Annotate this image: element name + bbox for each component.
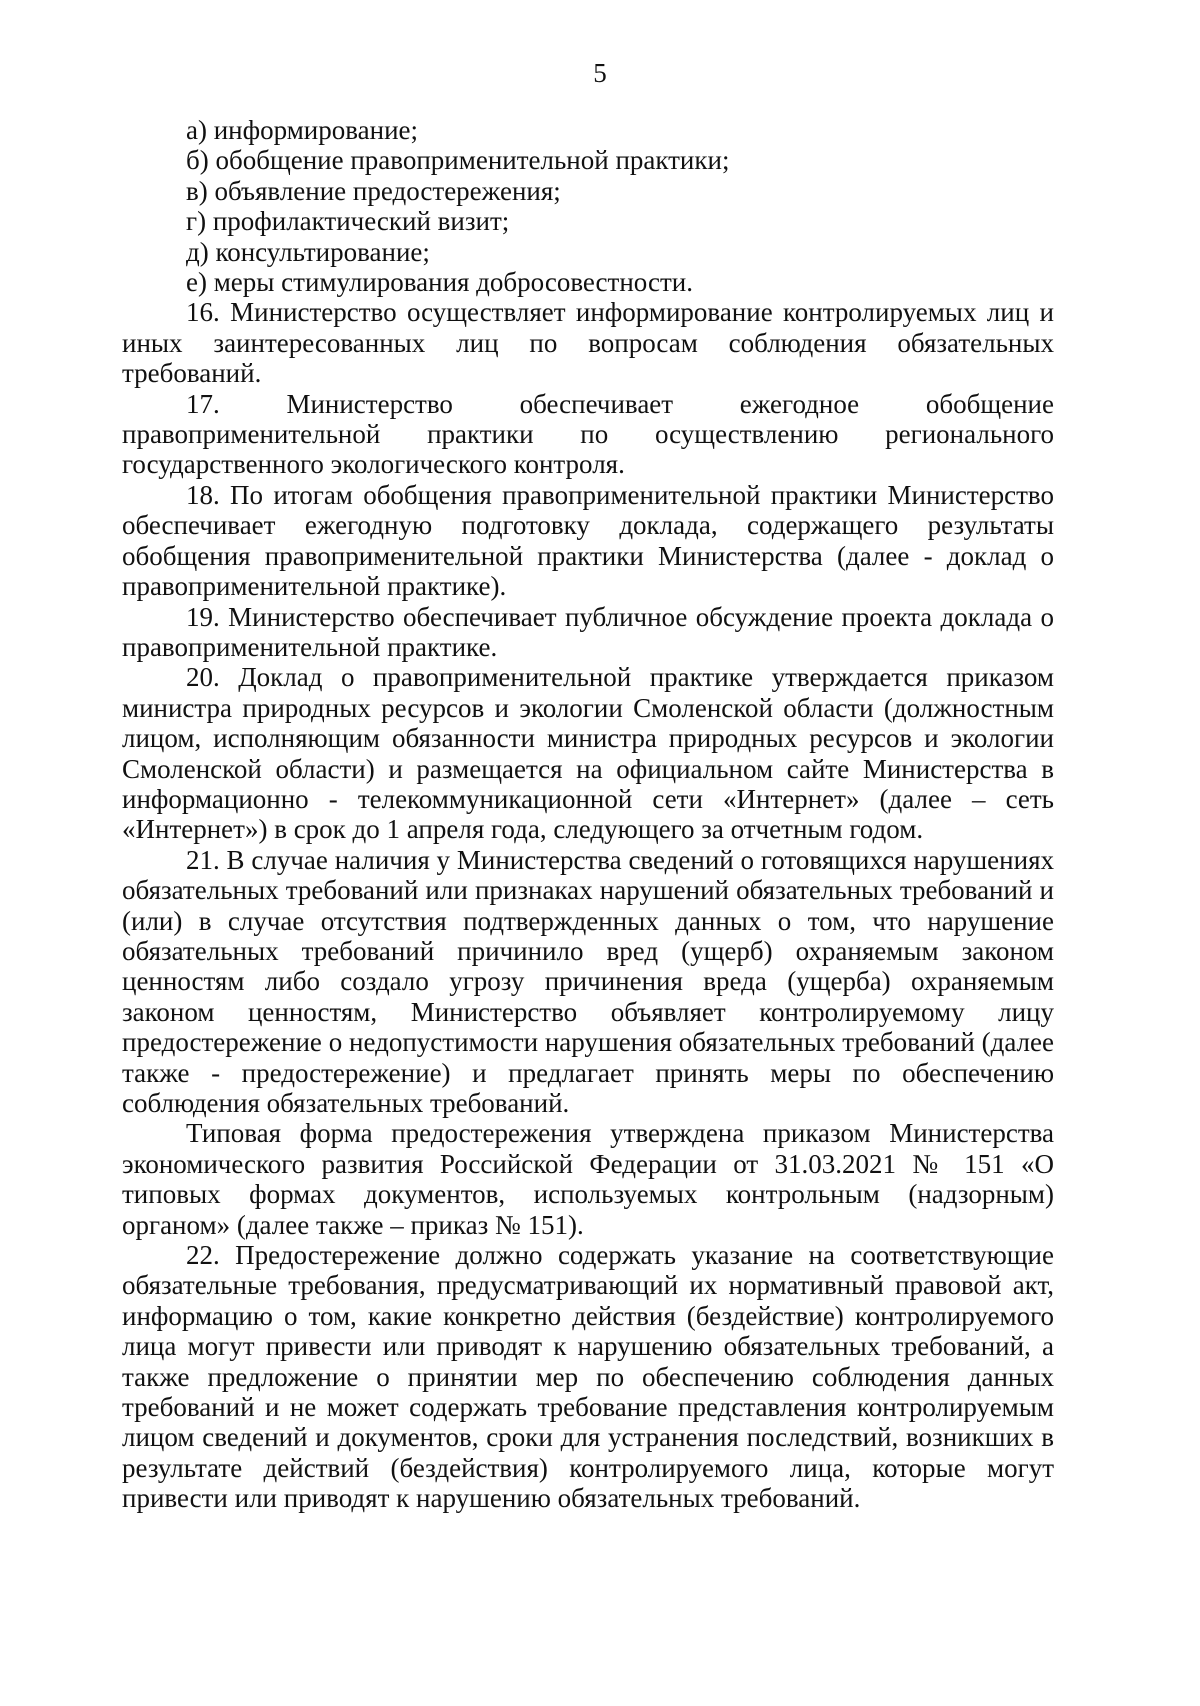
list-item: в) объявление предостережения;: [186, 175, 561, 206]
paragraph-21: 21. В случае наличия у Министерства сведений о готовящихся нарушениях обязательных требований или признаках нарушений обязательных требований и (или) в случае отсутствия подтвержденных данных о том, что нарушение обязательных требований причинило вред (ущерб) охраняемым законом ценностям либо создало угрозу причинения вреда (ущерба) охраняемым законом ценностям, Министерство объявляет контролируемому лицу предостережение о недопустимости нарушения обязательных требований (далее также - предостережение) и предлагает принять меры по обеспечению соблюдения обязательных требований.: [122, 844, 1054, 1118]
paragraph-19: 19. Министерство обеспечивает публичное обсуждение проекта доклада о правоприменительной практике.: [122, 601, 1054, 662]
paragraph-16: 16. Министерство осуществляет информирование контролируемых лиц и иных заинтересованных лиц по вопросам соблюдения обязательных требований.: [122, 297, 1054, 389]
paragraph-21-typical-form: Типовая форма предостережения утверждена приказом Министерства экономического развития Российской Федерации от 31.03.2021 № 151 «О типовых формах документов, используемых контрольным (надзорным) органом» (далее также – приказ № 151).: [122, 1118, 1054, 1240]
document-body: [122, 115, 1054, 1514]
list-item: д) консультирование;: [186, 236, 430, 267]
paragraph-17: 17. Министерство обеспечивает ежегодное обобщение правоприменительной практики по осуществлению регионального государственного экологического контроля.: [122, 388, 1054, 480]
list-item: г) профилактический визит;: [186, 206, 510, 237]
list-item: б) обобщение правоприменительной практики;: [186, 145, 730, 176]
list-item: а) информирование;: [186, 115, 419, 145]
paragraph-18: 18. По итогам обобщения правоприменительной практики Министерство обеспечивает ежегодную подготовку доклада, содержащего результаты обобщения правоприменительной практики Министерства (далее - доклад о правоприменительной практике).: [122, 479, 1054, 602]
paragraph-20: 20. Доклад о правоприменительной практике утверждается приказом министра природных ресурсов и экологии Смоленской области (должностным лицом, исполняющим обязанности министра природных ресурсов и экологии Смоленской области) и размещается на официальном сайте Министерства в информационно - телекоммуникационной сети «Интернет» (далее – сеть «Интернет») в срок до 1 апреля года, следующего за отчетным годом.: [122, 662, 1054, 845]
list-item: е) меры стимулирования добросовестности.: [186, 267, 693, 298]
paragraph-22: 22. Предостережение должно содержать указание на соответствующие обязательные требования, предусматривающий их нормативный правовой акт, информацию о том, какие конкретно действия (бездействие) контролируемого лица могут привести или приводят к нарушению обязательных требований, а также предложение о принятии мер по обеспечению соблюдения данных требований и не может содержать требование представления контролируемым лицом сведений и документов, сроки для устранения последствий, возникших в результате действий (бездействия) контролируемого лица, которые могут привести или приводят к нарушению обязательных требований.: [122, 1240, 1054, 1514]
page-number: 5: [593, 58, 607, 88]
